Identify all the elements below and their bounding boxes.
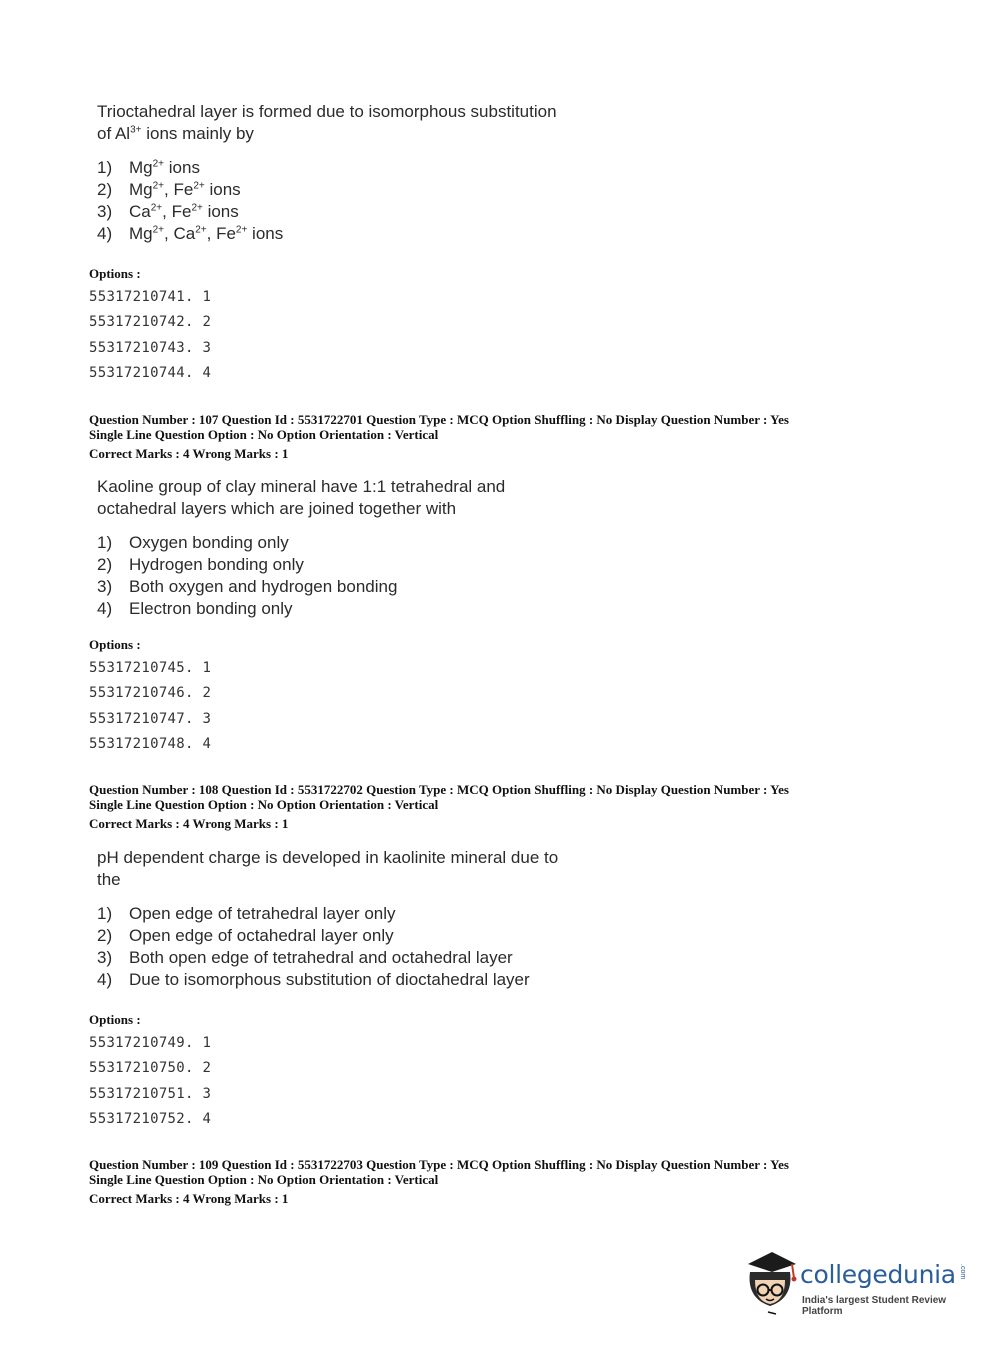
option-id: 55317210751. 3 [89, 1085, 212, 1102]
collegedunia-logo [742, 1248, 972, 1320]
question-meta-107: Question Number : 107 Question Id : 5531722701 Question Type : MCQ Option Shuffling : No Display Question Number : Yes Single Line Question Option : No Option Orientation : Vertical [89, 412, 789, 442]
option-id: 55317210741. 1 [89, 289, 212, 305]
option-id: 55317210747. 3 [89, 710, 212, 727]
mascot-icon [742, 1250, 800, 1316]
options-block-107 [89, 637, 211, 758]
question-stem: Trioctahedral layer is formed due to isomorphous substitution of $Al^{3+}$ ions mainly by [97, 102, 557, 143]
option-id: 55317210743. 3 [89, 339, 212, 356]
question-stem: Kaoline group of clay mineral have 1:1 tetrahedral and octahedral layers which are joined together with [97, 477, 506, 518]
answer-choice: 4) Due to isomorphous substitution of dioctahedral layer [97, 970, 530, 989]
marks-109: Correct Marks : 4 Wrong Marks : 1 [89, 1191, 289, 1206]
options-block-108 [89, 1012, 211, 1133]
logo-domain: .com [959, 1264, 966, 1280]
option-id: 55317210750. 2 [89, 1060, 212, 1077]
answer-choice: 3) $Ca^{2+}$, $Fe^{2+}$ ions [97, 202, 239, 221]
option-id: 55317210745. 1 [89, 660, 212, 676]
question-106-text [97, 101, 557, 245]
option-id: 55317210749. 1 [89, 1035, 212, 1051]
answer-choice: 1) $Mg^{2+}$ ions [97, 158, 200, 177]
answer-choice: 2) Open edge of octahedral layer only [97, 926, 394, 945]
options-block-106 [89, 266, 211, 387]
option-id: 55317210742. 2 [89, 314, 212, 331]
option-id: 55317210744. 4 [89, 364, 212, 381]
question-108-text [97, 847, 558, 991]
question-107-text [97, 476, 505, 620]
question-meta-109: Question Number : 109 Question Id : 5531722703 Question Type : MCQ Option Shuffling : No Display Question Number : Yes Single Line Question Option : No Option Orientation : Vertical [89, 1157, 789, 1187]
marks-108: Correct Marks : 4 Wrong Marks : 1 [89, 816, 289, 831]
answer-choice-list [97, 157, 557, 245]
answer-choice: 3) Both open edge of tetrahedral and octahedral layer [97, 948, 513, 967]
answer-choice: 2) $Mg^{2+}$, $Fe^{2+}$ ions [97, 180, 241, 199]
options-label: Options : [89, 266, 141, 281]
answer-choice: 4) Electron bonding only [97, 599, 293, 618]
option-id: 55317210746. 2 [89, 685, 212, 702]
answer-choice: 1) Oxygen bonding only [97, 533, 289, 552]
question-meta-108: Question Number : 108 Question Id : 5531722702 Question Type : MCQ Option Shuffling : No Display Question Number : Yes Single Line Question Option : No Option Orientation : Vertical [89, 782, 789, 812]
option-id: 55317210752. 4 [89, 1110, 212, 1127]
options-label: Options : [89, 637, 141, 652]
answer-choice: 2) Hydrogen bonding only [97, 555, 304, 574]
answer-choice: 3) Both oxygen and hydrogen bonding [97, 577, 398, 596]
options-label: Options : [89, 1012, 141, 1027]
answer-choice: 4) $Mg^{2+}$, $Ca^{2+}$, $Fe^{2+}$ ions [97, 224, 284, 243]
marks-107: Correct Marks : 4 Wrong Marks : 1 [89, 446, 289, 461]
answer-choice: 1) Open edge of tetrahedral layer only [97, 904, 396, 923]
question-stem: pH dependent charge is developed in kaolinite mineral due to the [97, 848, 559, 889]
option-id: 55317210748. 4 [89, 735, 212, 752]
logo-tagline: India's largest Student Review Platform [802, 1295, 947, 1317]
logo-wordmark: collegedunia [800, 1260, 956, 1289]
